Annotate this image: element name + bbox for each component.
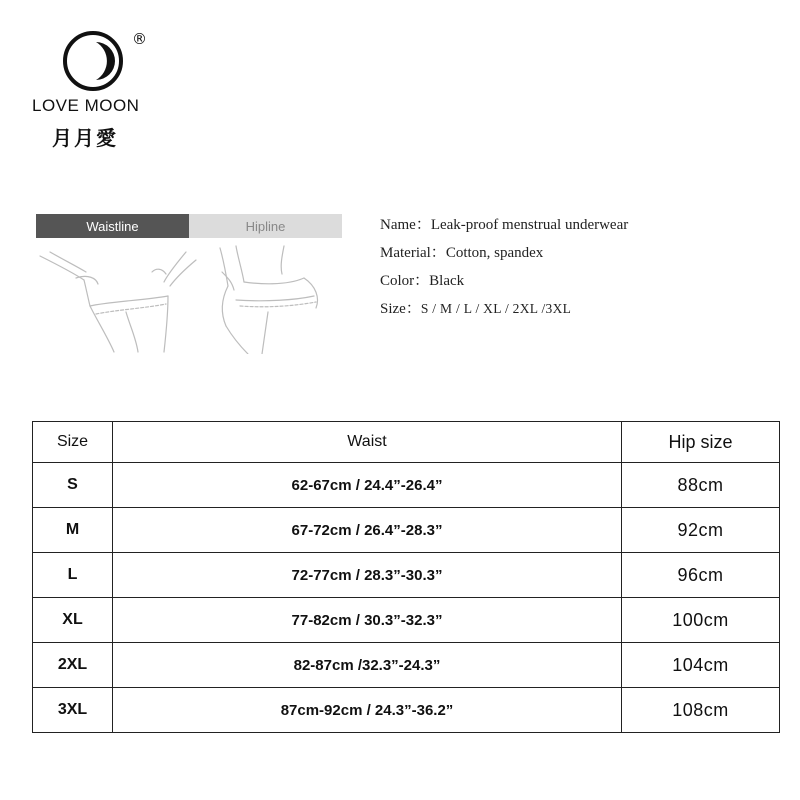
- cell-hip: 108cm: [622, 688, 780, 733]
- cell-waist: 77-82cm / 30.3”-32.3”: [113, 598, 622, 643]
- moon-logo-icon: [62, 30, 124, 92]
- name-value: Leak-proof menstrual underwear: [430, 217, 629, 233]
- table-header-row: [33, 422, 780, 463]
- brand-logo: [30, 30, 165, 150]
- cell-hip: 92cm: [622, 508, 780, 553]
- cell-size: M: [33, 508, 113, 553]
- table-row: [33, 688, 780, 733]
- tab-hipline[interactable]: Hipline: [189, 214, 342, 238]
- measurement-illustration: [36, 242, 342, 354]
- table-row: [33, 643, 780, 688]
- cell-waist: 72-77cm / 28.3”-30.3”: [113, 553, 622, 598]
- cell-size: 2XL: [33, 643, 113, 688]
- cell-waist: 82-87cm /32.3”-24.3”: [113, 643, 622, 688]
- info-row-size: [380, 298, 628, 326]
- measurement-tabs: [36, 214, 342, 238]
- material-label: Material：: [380, 245, 446, 261]
- cell-size: 3XL: [33, 688, 113, 733]
- table-row: [33, 598, 780, 643]
- cell-waist: 87cm-92cm / 24.3”-36.2”: [113, 688, 622, 733]
- header-hip-size: Hip size: [622, 422, 780, 463]
- size-chart-table: [32, 421, 780, 733]
- product-info: [380, 214, 628, 326]
- cell-waist: 67-72cm / 26.4”-28.3”: [113, 508, 622, 553]
- cell-size: S: [33, 463, 113, 508]
- name-label: Name：: [380, 217, 431, 233]
- tab-waistline[interactable]: Waistline: [36, 214, 189, 238]
- cell-size: L: [33, 553, 113, 598]
- info-row-color: [380, 270, 628, 298]
- size-label: Size：: [380, 301, 421, 317]
- cell-size: XL: [33, 598, 113, 643]
- table-row: [33, 463, 780, 508]
- info-row-material: [380, 242, 628, 270]
- info-row-name: [380, 214, 628, 242]
- table-row: [33, 553, 780, 598]
- color-value: Black: [429, 273, 465, 289]
- body-measure-sketch: [36, 242, 342, 354]
- size-value: S / M / L / XL / 2XL /3XL: [420, 301, 572, 316]
- registered-mark: ®: [132, 30, 147, 48]
- material-value: Cotton, spandex: [445, 245, 544, 261]
- cell-hip: 96cm: [622, 553, 780, 598]
- color-label: Color：: [380, 273, 430, 289]
- header-waist: Waist: [113, 422, 622, 463]
- table-row: [33, 508, 780, 553]
- header-size: Size: [33, 422, 113, 463]
- cell-hip: 88cm: [622, 463, 780, 508]
- brand-name-english: LOVE MOON: [32, 96, 140, 115]
- brand-name-chinese: 月月愛: [52, 126, 118, 150]
- cell-hip: 104cm: [622, 643, 780, 688]
- cell-hip: 100cm: [622, 598, 780, 643]
- cell-waist: 62-67cm / 24.4”-26.4”: [113, 463, 622, 508]
